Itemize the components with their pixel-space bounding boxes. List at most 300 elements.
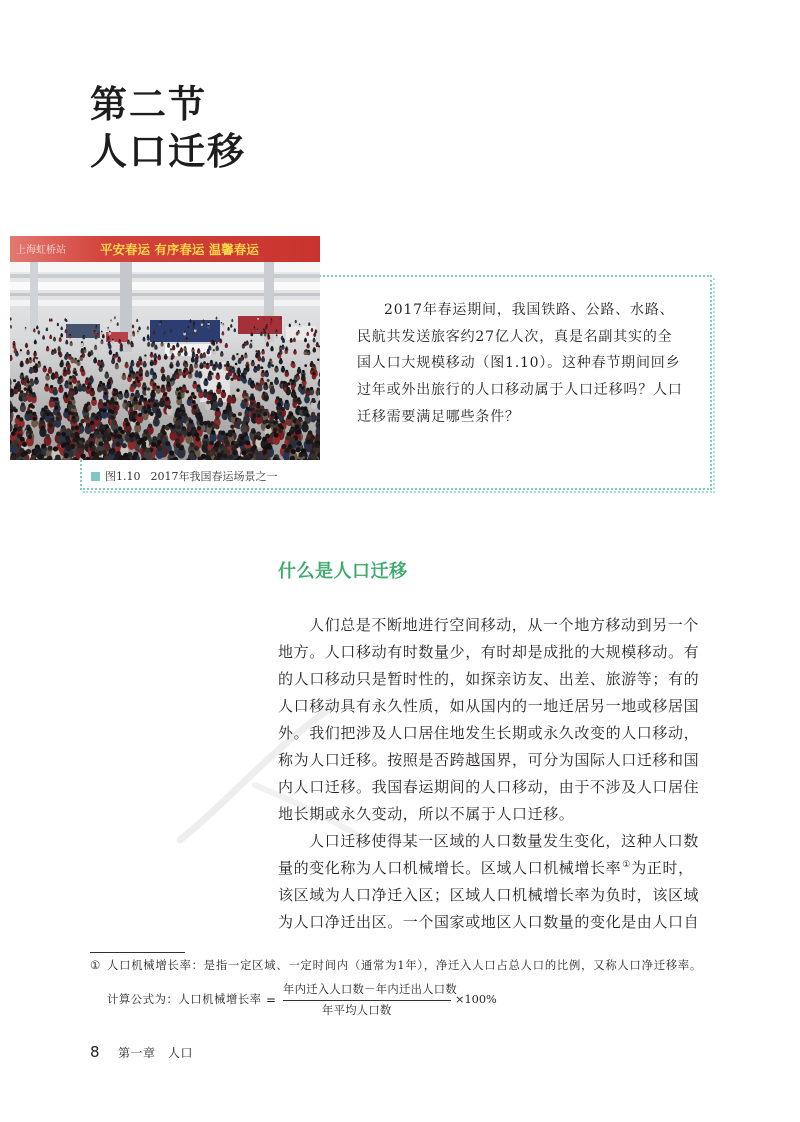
crowd-person-head — [185, 361, 188, 364]
crowd-person-head — [285, 400, 289, 404]
footnote — [90, 958, 702, 974]
crowd-person-head — [154, 359, 157, 362]
crowd-person-head — [193, 396, 197, 400]
crowd-person-head — [77, 360, 80, 363]
crowd-person-head — [35, 377, 38, 380]
crowd-person-head — [139, 326, 141, 328]
crowd-person-head — [90, 350, 92, 352]
crowd-person-head — [305, 338, 307, 340]
formula-denominator: 年平均人口数 — [322, 1004, 392, 1017]
crowd-person-head — [297, 441, 302, 446]
crowd-person-head — [132, 372, 135, 375]
crowd-person-head — [95, 335, 97, 337]
crowd-person-head — [311, 328, 313, 330]
crowd-person-head — [194, 433, 199, 438]
crowd-person-head — [26, 411, 30, 415]
crowd-person-head — [238, 441, 243, 446]
crowd-person-head — [82, 352, 84, 354]
crowd-person-head — [176, 388, 179, 391]
crowd-person-head — [104, 388, 107, 391]
crowd-person-head — [271, 386, 274, 389]
crowd-person-head — [223, 323, 224, 324]
crowd-person-head — [41, 426, 46, 431]
crowd-person-head — [161, 367, 164, 370]
crowd-person-head — [65, 329, 67, 331]
crowd-person-head — [108, 336, 110, 338]
crowd-person-head — [143, 337, 145, 339]
crowd-person-head — [143, 410, 147, 414]
crowd-person-head — [316, 342, 318, 344]
crowd-person-head — [36, 357, 38, 359]
crowd-person-head — [285, 370, 288, 373]
crowd-person-head — [122, 443, 127, 448]
crowd-person-head — [179, 446, 184, 451]
crowd-person-head — [132, 325, 133, 326]
crowd-person-head — [110, 450, 115, 455]
crowd-person-head — [176, 372, 179, 375]
section-number: 第二节 — [90, 83, 207, 126]
crowd-person-head — [276, 330, 278, 332]
crowd-person-head — [279, 412, 283, 416]
crowd-person-head — [81, 341, 83, 343]
crowd-person-head — [290, 437, 295, 442]
crowd-person-head — [216, 342, 218, 344]
crowd-person-head — [285, 348, 287, 350]
crowd-person-head — [95, 416, 99, 420]
crowd-person-head — [16, 415, 20, 419]
crowd-person-head — [315, 434, 320, 439]
crowd-person-head — [314, 333, 316, 335]
crowd-person-head — [262, 349, 264, 351]
crowd-person-head — [130, 365, 133, 368]
crowd-person-head — [172, 374, 175, 377]
crowd-person-head — [313, 372, 316, 375]
crowd-person-head — [208, 325, 209, 326]
crowd-person-head — [258, 355, 260, 357]
crowd-person-head — [109, 349, 111, 351]
crowd-person-head — [125, 390, 128, 393]
crowd-person-head — [113, 393, 117, 397]
body-line: 人口移动具有永久性质，如从国内的一地迁居另一地或移居国 — [278, 697, 700, 715]
crowd-person-head — [250, 343, 252, 345]
crowd-person-head — [21, 372, 24, 375]
crowd-person-head — [116, 442, 121, 447]
crowd-person-head — [211, 430, 216, 435]
crowd-person-head — [150, 360, 153, 363]
intro-line: 过年或外出旅行的人口移动属于人口迁移吗？人口 — [357, 382, 683, 399]
body-line: 地长期或永久变动，所以不属于人口迁移。 — [278, 805, 575, 823]
crowd-person-head — [37, 326, 38, 327]
crowd-person-head — [129, 371, 132, 374]
crowd-person-head — [271, 318, 272, 319]
crowd-person-head — [191, 392, 195, 396]
crowd-person-head — [147, 387, 150, 390]
crowd-person-head — [131, 393, 135, 397]
crowd-person-head — [110, 416, 114, 420]
crowd-person-head — [274, 416, 278, 420]
crowd-person-head — [190, 319, 191, 320]
crowd-person-head — [90, 421, 94, 425]
crowd-person-head — [49, 318, 50, 319]
crowd-person-head — [229, 366, 232, 369]
footnote-text: 人口机械增长率：是指一定区域、一定时间内（通常为1年），净迁入人口占总人口的比例，又称人口净迁移率。 — [107, 959, 703, 972]
crowd-person-head — [262, 437, 267, 442]
crowd-person-head — [81, 348, 83, 350]
crowd-person-head — [184, 346, 186, 348]
crowd-person-head — [186, 390, 189, 393]
crowd-person-head — [249, 378, 252, 381]
crowd-person-head — [61, 333, 63, 335]
crowd-person-head — [109, 401, 113, 405]
crowd-person-head — [257, 329, 259, 331]
crowd-person-head — [188, 326, 190, 328]
crowd-person-head — [257, 414, 261, 418]
crowd-person-head — [25, 343, 27, 345]
crowd-person-head — [32, 417, 36, 421]
crowd-person-head — [262, 420, 266, 424]
crowd-person-head — [52, 349, 54, 351]
crowd-person-head — [305, 394, 309, 398]
crowd-person-head — [264, 382, 267, 385]
crowd-person-head — [150, 412, 154, 416]
crowd-person-head — [10, 325, 11, 326]
crowd-person-head — [195, 362, 198, 365]
crowd-person-head — [208, 322, 209, 323]
crowd-person-head — [207, 349, 209, 351]
crowd-person-head — [231, 378, 234, 381]
crowd-person-head — [251, 332, 253, 334]
crowd-person-head — [28, 434, 33, 439]
crowd-person-head — [103, 402, 107, 406]
crowd-person-head — [236, 353, 238, 355]
crowd-person-head — [254, 366, 257, 369]
crowd-person-head — [237, 368, 240, 371]
crowd-person-head — [221, 322, 222, 323]
crowd-person-head — [198, 412, 202, 416]
crowd-person-head — [298, 452, 303, 457]
crowd-person-head — [233, 372, 236, 375]
crowd-person-head — [98, 384, 101, 387]
crowd-person-head — [314, 369, 317, 372]
crowd-person-head — [280, 349, 282, 351]
body-line-text: 为正时， — [631, 859, 694, 877]
crowd-person-head — [257, 364, 260, 367]
crowd-person-head — [151, 368, 154, 371]
crowd-person-head — [264, 392, 268, 396]
crowd-person-head — [292, 362, 295, 365]
crowd-person-head — [24, 387, 27, 390]
crowd-person-head — [271, 364, 274, 367]
intro-line: 民航共发送旅客约27亿人次，真是名副其实的全 — [357, 328, 673, 345]
crowd-person-head — [299, 324, 300, 325]
crowd-person-head — [82, 383, 85, 386]
crowd-person-head — [203, 352, 205, 354]
footnote-reference: ① — [622, 860, 631, 870]
crowd-person-head — [72, 405, 76, 409]
crowd-person-head — [61, 432, 66, 437]
crowd-person-head — [115, 389, 118, 392]
crowd-person-head — [137, 319, 138, 320]
crowd-person-head — [160, 398, 164, 402]
crowd-person-head — [263, 412, 267, 416]
crowd-person-head — [66, 319, 67, 320]
crowd-person-head — [287, 387, 290, 390]
crowd-person-head — [294, 395, 298, 399]
crowd-person-head — [69, 382, 72, 385]
crowd-person-head — [264, 330, 266, 332]
crowd-person-head — [223, 453, 228, 458]
crowd-person-head — [213, 401, 217, 405]
caption-marker-square — [91, 472, 100, 481]
crowd-person-head — [226, 373, 229, 376]
formula-fraction-line — [283, 1000, 451, 1001]
crowd-person-head — [295, 320, 296, 321]
crowd-person-head — [12, 442, 17, 447]
crowd-person-head — [154, 416, 158, 420]
crowd-person-head — [120, 430, 125, 435]
crowd-person-head — [228, 327, 230, 329]
crowd-person-head — [311, 368, 314, 371]
crowd-person-head — [43, 366, 46, 369]
crowd-person-head — [139, 356, 141, 358]
crowd-person-head — [227, 364, 230, 367]
crowd-person-head — [143, 361, 146, 364]
crowd-person-head — [193, 381, 196, 384]
crowd-person-head — [291, 382, 294, 385]
crowd-person-head — [50, 398, 54, 402]
crowd-person-head — [145, 448, 150, 453]
crowd-person-head — [311, 412, 315, 416]
crowd-person-head — [228, 454, 233, 459]
crowd-person-head — [71, 416, 75, 420]
crowd-person-head — [185, 368, 188, 371]
crowd-person-head — [119, 339, 121, 341]
crowd-person-head — [98, 441, 103, 446]
crowd-person-head — [295, 430, 300, 435]
crowd-person-head — [176, 421, 180, 425]
crowd-person-head — [153, 403, 157, 407]
crowd-person-head — [180, 347, 182, 349]
formula-prefix: 计算公式为：人口机械增长率 — [107, 993, 262, 1006]
crowd-person-head — [20, 452, 25, 457]
crowd-person-head — [20, 349, 22, 351]
crowd-person-head — [308, 350, 310, 352]
crowd-person-head — [96, 434, 101, 439]
crowd-person-head — [245, 393, 249, 397]
crowd-person-head — [215, 425, 220, 430]
crowd-person-head — [139, 359, 142, 362]
crowd-person-head — [41, 444, 46, 449]
crowd-person-head — [20, 437, 25, 442]
crowd-person-head — [177, 342, 179, 344]
crowd-person-head — [224, 364, 227, 367]
crowd-person-head — [120, 343, 122, 345]
crowd-person-head — [308, 430, 313, 435]
crowd-person-head — [246, 362, 249, 365]
crowd-person-head — [72, 419, 76, 423]
crowd-person-head — [187, 432, 192, 437]
crowd-person-head — [77, 448, 82, 453]
crowd-person-head — [57, 323, 58, 324]
crowd-person-head — [47, 446, 52, 451]
crowd-person-head — [65, 380, 68, 383]
crowd-person-head — [298, 330, 300, 332]
crowd-person-head — [107, 327, 109, 329]
crowd-person-head — [209, 440, 214, 445]
figure-photo — [10, 236, 320, 460]
crowd-person-head — [246, 407, 250, 411]
crowd-person-head — [215, 416, 219, 420]
crowd-person-head — [303, 378, 306, 381]
crowd-person-head — [169, 450, 174, 455]
crowd-person-head — [176, 425, 181, 430]
crowd-person-head — [250, 393, 254, 397]
crowd-person-head — [241, 355, 243, 357]
figure-caption — [91, 468, 278, 484]
crowd-person-head — [195, 370, 198, 373]
crowd-person-head — [82, 369, 85, 372]
crowd-person-head — [210, 360, 213, 363]
crowd-person-head — [317, 359, 319, 361]
crowd-person-head — [180, 404, 184, 408]
crowd-person-head — [203, 361, 206, 364]
section-title: 人口迁移 — [90, 130, 246, 173]
crowd-person-head — [313, 347, 315, 349]
crowd-person-head — [232, 355, 234, 357]
crowd-person-head — [111, 410, 115, 414]
crowd-person-head — [98, 360, 101, 363]
crowd-person-head — [49, 367, 52, 370]
crowd-person-head — [157, 408, 161, 412]
crowd-person-head — [101, 339, 103, 341]
crowd-person-head — [110, 320, 111, 321]
crowd-person-head — [236, 389, 239, 392]
crowd-person-head — [105, 371, 108, 374]
crowd-person-head — [204, 434, 209, 439]
chapter-label: 第一章 人口 — [118, 1046, 194, 1060]
crowd-person-head — [157, 385, 160, 388]
crowd-person-head — [216, 408, 220, 412]
crowd-person-head — [107, 381, 110, 384]
crowd-person-head — [97, 333, 99, 335]
crowd-person-head — [263, 445, 268, 450]
crowd-person-head — [56, 432, 61, 437]
crowd-person-head — [204, 378, 207, 381]
crowd-person-head — [13, 343, 15, 345]
crowd-person-head — [222, 331, 224, 333]
crowd-person-head — [55, 455, 60, 460]
crowd-person-head — [298, 367, 301, 370]
crowd-person-head — [34, 340, 36, 342]
crowd-person-head — [196, 354, 198, 356]
crowd-person-head — [32, 394, 36, 398]
crowd-person-head — [148, 336, 150, 338]
crowd-person-head — [99, 401, 103, 405]
crowd-person-head — [102, 409, 106, 413]
crowd-person-head — [54, 337, 56, 339]
crowd-person-head — [284, 448, 289, 453]
crowd-person-head — [173, 345, 175, 347]
crowd-person-head — [23, 393, 27, 397]
crowd-person-head — [99, 381, 102, 384]
crowd-person-head — [189, 419, 193, 423]
crowd-person-head — [70, 341, 72, 343]
crowd-person-head — [270, 382, 273, 385]
crowd-person-head — [302, 370, 305, 373]
crowd-person-head — [101, 361, 104, 364]
body-line: 为人口净迁出区。一个国家或地区人口数量的变化是由人口自 — [278, 913, 700, 931]
crowd-person-head — [280, 358, 282, 360]
crowd-person-head — [296, 447, 301, 452]
crowd-person-head — [215, 362, 218, 365]
crowd-person-head — [176, 409, 180, 413]
crowd-person-head — [293, 399, 297, 403]
crowd-person-head — [30, 367, 33, 370]
crowd-person-head — [193, 332, 195, 334]
body-line-text: 量的变化称为人口机械增长。区域人口机械增长率 — [278, 859, 622, 877]
crowd-person-head — [101, 331, 103, 333]
crowd-person-head — [286, 436, 291, 441]
crowd-person-head — [83, 335, 85, 337]
crowd-person-head — [132, 418, 136, 422]
intro-text — [357, 297, 687, 430]
crowd-person-head — [260, 406, 264, 410]
crowd-person-head — [277, 402, 281, 406]
crowd-person-head — [50, 385, 53, 388]
crowd-person-head — [94, 357, 96, 359]
crowd-person-head — [244, 368, 247, 371]
crowd-person-head — [40, 420, 44, 424]
crowd-person-head — [223, 410, 227, 414]
crowd-person-head — [187, 426, 192, 431]
crowd-person-head — [74, 412, 78, 416]
formula-equals: = — [266, 993, 277, 1007]
crowd-person-head — [133, 331, 135, 333]
crowd-person-head — [261, 366, 264, 369]
crowd-person-head — [95, 345, 97, 347]
crowd-person-head — [302, 374, 305, 377]
crowd-person-head — [114, 316, 115, 317]
crowd-person-head — [65, 354, 67, 356]
crowd-person-head — [192, 426, 197, 431]
crowd-person-head — [113, 406, 117, 410]
crowd-person-head — [245, 440, 250, 445]
crowd-person-head — [262, 370, 265, 373]
crowd-person-head — [65, 318, 66, 319]
banner-slogan: 平安春运 有序春运 温馨春运 — [100, 242, 259, 257]
caption-text: 2017年我国春运场景之一 — [150, 470, 278, 483]
crowd-person-head — [59, 352, 61, 354]
crowd-person-head — [203, 440, 208, 445]
crowd-person-head — [183, 413, 187, 417]
crowd-person-head — [257, 317, 258, 318]
crowd-person-head — [315, 329, 317, 331]
crowd-person-head — [66, 352, 68, 354]
crowd-person-head — [258, 350, 260, 352]
crowd-person-head — [281, 419, 285, 423]
crowd-person-head — [170, 329, 172, 331]
crowd-person-head — [213, 393, 217, 397]
crowd-person-head — [20, 361, 23, 364]
crowd-person-head — [177, 396, 181, 400]
formula-numerator: 年内迁入人口数－年内迁出人口数 — [283, 983, 457, 996]
crowd-person-head — [185, 350, 187, 352]
crowd-person-head — [108, 341, 110, 343]
crowd-person-head — [13, 427, 18, 432]
crowd-person-head — [63, 369, 66, 372]
crowd-person-head — [264, 332, 266, 334]
crowd-person-head — [268, 333, 270, 335]
